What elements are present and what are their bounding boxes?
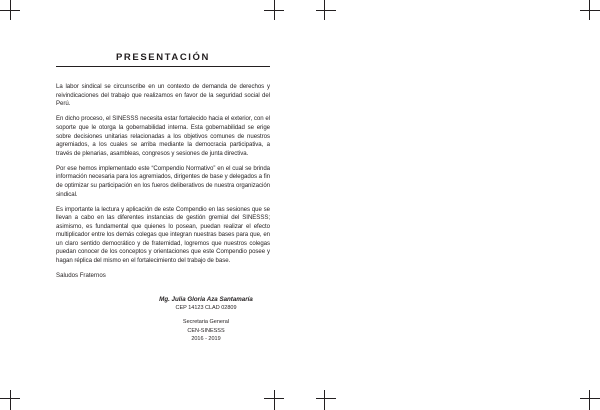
- crop-mark-bottom-center-right-v: [324, 390, 325, 410]
- signatory-position: Secretaria General: [182, 319, 230, 326]
- page-title: PRESENTACIÓN: [116, 52, 210, 63]
- signature-block: [142, 296, 270, 344]
- crop-mark-top-center-left-v: [274, 0, 275, 20]
- signatory-credentials: CEP 14123 CLAD 02809: [175, 304, 237, 311]
- crop-mark-bottom-center-left-v: [274, 390, 275, 410]
- crop-mark-bottom-right-v: [589, 390, 590, 410]
- paragraph-4: Es importante la lectura y aplicación de este Compendio en las sesiones que se llevan a cabo en las diferentes instancias de gestión gremial del SINESSS; asimismo, es fundamental que quienes lo posean, puedan realizar el efecto multiplicador entre los demás colegas que integran nuestras bases para que, en un claro sentido democrático y de fraternidad, logremos que nuestros colegas puedan conocer de los conceptos y orientaciones que este Compendio posee y hagan réplica del mismo en el fortalecimiento del trabajo de base.: [56, 205, 270, 265]
- paragraph-1: La labor sindical se circunscribe en un contexto de demanda de derechos y reivindicaciones del trabajo que realizamos en favor de la seguridad social del Perú.: [56, 83, 270, 108]
- signatory-period: 2016 - 2019: [191, 336, 221, 343]
- crop-mark-top-left-v: [10, 0, 11, 20]
- title-underline: [56, 66, 270, 67]
- crop-mark-bottom-center-right-h: [316, 398, 336, 399]
- paragraph-2: En dicho proceso, el SINESSS necesita estar fortalecido hacia el exterior, con el soporte que le otorga la gobernabilidad interna. Esta gobernabilidad se erige sobre decisiones unitarias relacionadas a los objetivos comunes de nuestros agremiados, a los cuales se arriba mediante la democracia participativa, a través de plenarias, asambleas, congresos y sesiones de junta directiva.: [56, 115, 270, 157]
- paragraph-3: Por ese hemos implementado este “Compendio Normativo” en el cual se brinda información necesaria para los agremiados, dirigentes de base y delegados a fin de optimizar su participación en los fueros deliberativos de nuestra organización sindical.: [56, 164, 270, 198]
- crop-mark-top-right-h: [580, 10, 600, 11]
- crop-mark-top-right-v: [589, 0, 590, 20]
- signatory-name: Mg. Julia Gloria Aza Santamaría: [159, 295, 253, 303]
- closing-salutation: Saludos Fraternos: [56, 272, 106, 280]
- crop-mark-bottom-left-v: [10, 390, 11, 410]
- crop-mark-bottom-right-h: [580, 398, 600, 399]
- signatory-organization: CEN-SINESSS: [187, 327, 225, 334]
- crop-mark-top-center-right-h: [316, 10, 336, 11]
- left-page: [56, 52, 270, 344]
